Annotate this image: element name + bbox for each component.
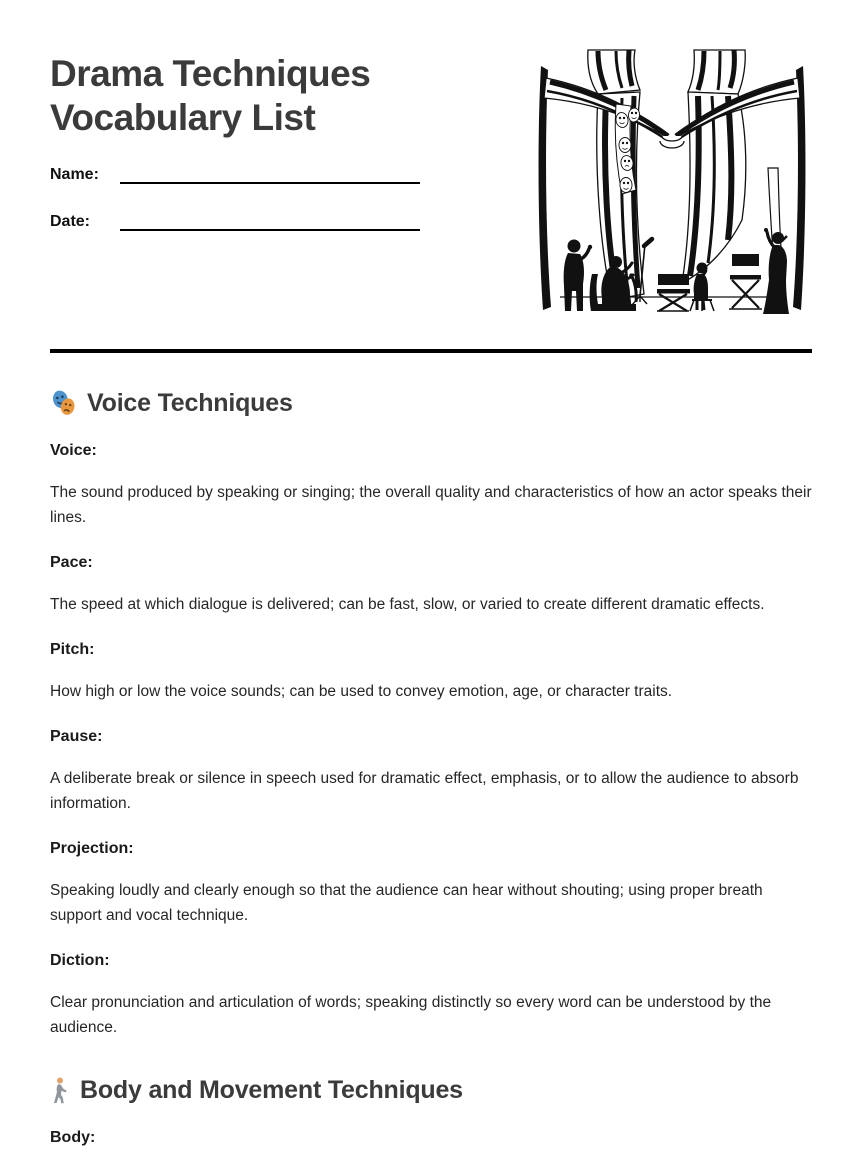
term-label: Body: bbox=[50, 1129, 96, 1146]
page-title: Drama Techniques Vocabulary List bbox=[50, 53, 371, 138]
term-definition: Clear pronunciation and articulation of words; speaking distinctly so every word can be understood by the audience. bbox=[50, 994, 772, 1036]
stage-illustration bbox=[532, 48, 812, 318]
name-field-row bbox=[50, 164, 502, 184]
term-label: Pause: bbox=[50, 728, 103, 745]
term-definition: A deliberate break or silence in speech used for dramatic effect, emphasis, or to allow the audience to absorb information. bbox=[50, 770, 799, 812]
body-movement-heading-text: Body and Movement Techniques bbox=[80, 1076, 463, 1104]
body-movement-heading bbox=[50, 1075, 812, 1105]
term-definition: The speed at which dialogue is delivered; can be fast, slow, or varied to create different dramatic effects. bbox=[50, 596, 765, 613]
name-field-label: Name: bbox=[50, 166, 99, 183]
date-fill-in-line bbox=[120, 214, 420, 231]
section-body-movement-techniques bbox=[50, 1075, 812, 1147]
document-header bbox=[50, 0, 812, 318]
voice-techniques-heading bbox=[50, 388, 812, 418]
term-label: Pace: bbox=[50, 554, 93, 571]
term-label: Diction: bbox=[50, 952, 110, 969]
term-definition: How high or low the voice sounds; can be used to convey emotion, age, or character traits. bbox=[50, 683, 673, 700]
voice-techniques-heading-text: Voice Techniques bbox=[87, 389, 293, 417]
term-definition: Speaking loudly and clearly enough so that the audience can hear without shouting; using proper breath support and vocal technique. bbox=[50, 882, 763, 924]
term-label: Projection: bbox=[50, 840, 134, 857]
header-text-block bbox=[50, 40, 502, 318]
person-walking-icon bbox=[50, 1077, 70, 1104]
term-definition: The sound produced by speaking or singing; the overall quality and characteristics of how an actor speaks their lines. bbox=[50, 484, 812, 526]
term-label: Voice: bbox=[50, 442, 97, 459]
date-field-row bbox=[50, 211, 502, 231]
date-field-label: Date: bbox=[50, 213, 91, 230]
section-divider-rule bbox=[50, 349, 812, 353]
term-label: Pitch: bbox=[50, 641, 95, 658]
theater-masks-icon bbox=[50, 390, 77, 417]
name-fill-in-line bbox=[120, 167, 420, 184]
section-voice-techniques bbox=[50, 388, 812, 1040]
